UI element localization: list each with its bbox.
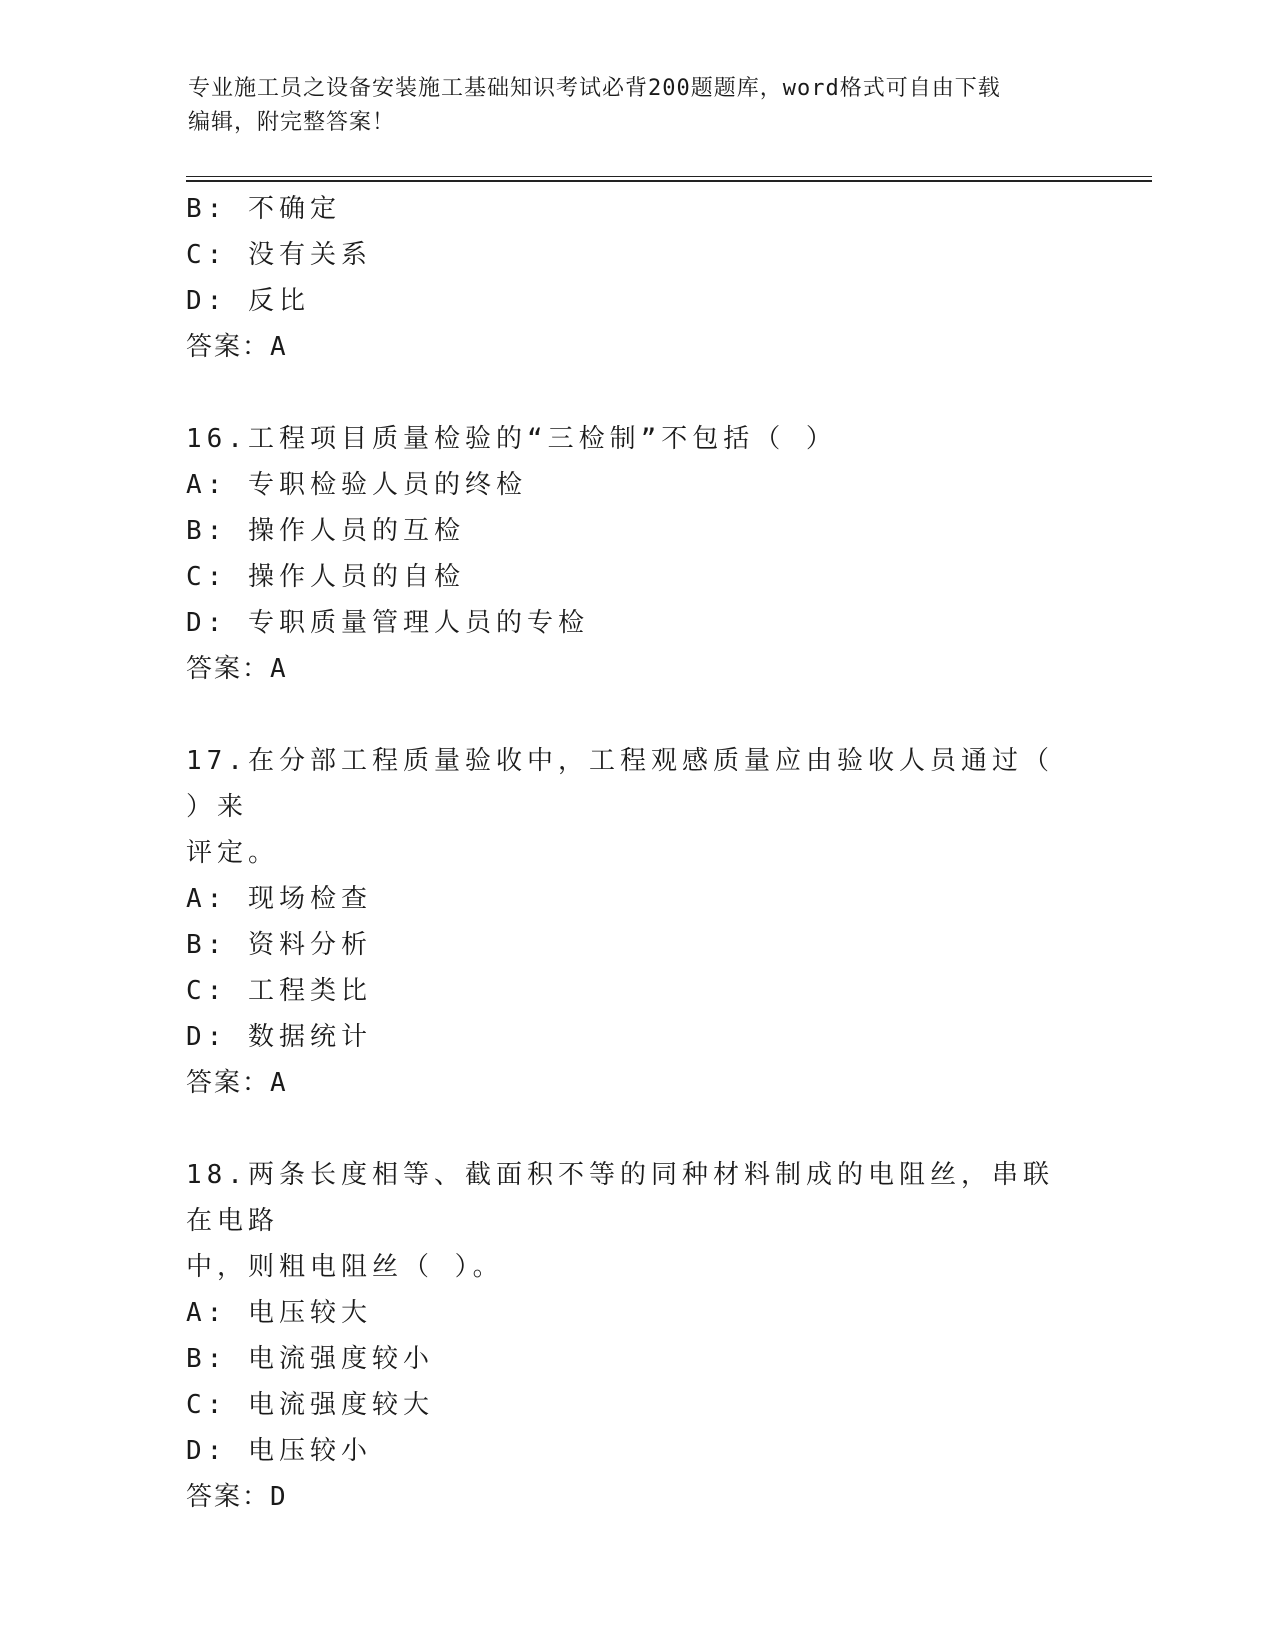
option-a: A: 现场检查 <box>186 884 372 914</box>
header-divider-thick <box>186 180 1152 182</box>
option-d: D: 数据统计 <box>186 1022 372 1052</box>
question-text: 16.工程项目质量检验的“三检制”不包括（ ） <box>186 424 837 454</box>
option-d: D: 电压较小 <box>186 1436 372 1466</box>
question-18 <box>186 1152 1086 1520</box>
option-c: C: 工程类比 <box>186 976 372 1006</box>
option-d: D: 专职质量管理人员的专检 <box>186 608 589 638</box>
header-line-1: 专业施工员之设备安装施工基础知识考试必背200题题库，word格式可自由下载 <box>188 76 1001 101</box>
option-a: A: 电压较大 <box>186 1298 372 1328</box>
answer-line: 答案：D <box>186 1482 288 1512</box>
option-d: D: 反比 <box>186 286 310 316</box>
question-list <box>186 186 1086 1520</box>
answer-line: 答案：A <box>186 654 288 684</box>
question-16 <box>186 416 1086 692</box>
option-a: A: 专职检验人员的终检 <box>186 470 527 500</box>
question-text: 18.两条长度相等、截面积不等的同种材料制成的电阻丝，串联在电路 中，则粗电阻丝（ ）。 <box>186 1160 1054 1282</box>
option-b: B: 资料分析 <box>186 930 372 960</box>
option-b: B: 不确定 <box>186 194 341 224</box>
question-15-continuation <box>186 186 1086 370</box>
answer-line: 答案：A <box>186 332 288 362</box>
header-divider-thin <box>186 176 1152 177</box>
answer-line: 答案：A <box>186 1068 288 1098</box>
question-text: 17.在分部工程质量验收中，工程观感质量应由验收人员通过（ ）来 评定。 <box>186 746 1054 868</box>
option-c: C: 电流强度较大 <box>186 1390 434 1420</box>
option-c: C: 没有关系 <box>186 240 372 270</box>
option-c: C: 操作人员的自检 <box>186 562 465 592</box>
question-17 <box>186 738 1086 1106</box>
header-line-2: 编辑，附完整答案！ <box>188 110 396 135</box>
document-header <box>188 72 1068 140</box>
option-b: B: 操作人员的互检 <box>186 516 465 546</box>
option-b: B: 电流强度较小 <box>186 1344 434 1374</box>
